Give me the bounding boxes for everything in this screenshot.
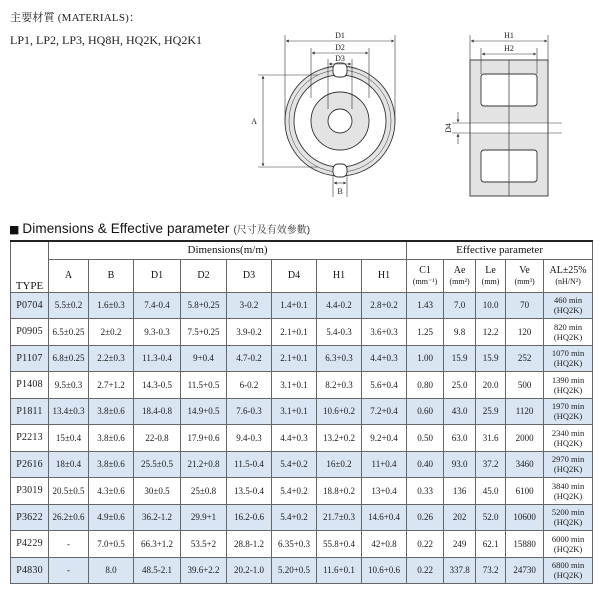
value-cell-le: 37.2 xyxy=(476,451,506,478)
column-header-c1 xyxy=(407,259,444,292)
value-cell-al xyxy=(544,345,593,372)
section-title-cn: (尺寸及有效參數) xyxy=(233,225,311,236)
value-cell-al xyxy=(544,504,593,531)
type-cell: P0704 xyxy=(11,292,49,319)
value-cell-h1-second: 14.6+0.4 xyxy=(362,504,407,531)
value-cell-ae: 202 xyxy=(444,504,476,531)
value-cell-d3: 4.7-0.2 xyxy=(227,345,272,372)
al-grade: (HQ2K) xyxy=(553,464,583,475)
value-cell-al xyxy=(544,557,593,584)
value-cell-b: 4.3±0.6 xyxy=(89,478,134,505)
value-cell-ae: 249 xyxy=(444,531,476,558)
value-cell-d1: 48.5-2.1 xyxy=(134,557,181,584)
value-cell-a: 20.5±0.5 xyxy=(49,478,89,505)
column-label: C1 xyxy=(419,264,431,276)
value-cell-ve: 252 xyxy=(506,345,544,372)
column-unit: (nH/N²) xyxy=(555,276,581,286)
al-value: 1070 min xyxy=(551,348,585,359)
type-cell: P2616 xyxy=(11,451,49,478)
table-row xyxy=(11,531,593,558)
column-unit: (mm⁻¹) xyxy=(412,276,438,286)
value-cell-le: 25.9 xyxy=(476,398,506,425)
value-cell-d4: 2.1+0.1 xyxy=(272,345,317,372)
value-cell-h1-second: 13+0.4 xyxy=(362,478,407,505)
column-header-ve xyxy=(506,259,544,292)
value-cell-d3: 20.2-1.0 xyxy=(227,557,272,584)
value-cell-d4: 5.4+0.2 xyxy=(272,478,317,505)
column-header-h1-second: H1 xyxy=(362,259,407,292)
al-grade: (HQ2K) xyxy=(553,358,583,369)
value-cell-al xyxy=(544,451,593,478)
value-cell-a: 6.8±0.25 xyxy=(49,345,89,372)
value-cell-b: 2.7+1.2 xyxy=(89,372,134,399)
dimensions-table xyxy=(10,240,593,584)
value-cell-h1: 18.8+0.2 xyxy=(317,478,362,505)
value-cell-c1: 0.33 xyxy=(407,478,444,505)
column-label: Ve xyxy=(519,264,530,276)
value-cell-h1: 4.4-0.2 xyxy=(317,292,362,319)
value-cell-ae: 43.0 xyxy=(444,398,476,425)
value-cell-h1-second: 10.6+0.6 xyxy=(362,557,407,584)
value-cell-c1: 0.50 xyxy=(407,425,444,452)
value-cell-h1: 6.3+0.3 xyxy=(317,345,362,372)
table-row xyxy=(11,398,593,425)
al-value: 6000 min xyxy=(551,533,585,544)
value-cell-ae: 25.0 xyxy=(444,372,476,399)
value-cell-d1: 36.2-1.2 xyxy=(134,504,181,531)
dimension-label-a: A xyxy=(251,117,257,126)
value-cell-d1: 11.3-0.4 xyxy=(134,345,181,372)
value-cell-b: 2±0.2 xyxy=(89,319,134,346)
value-cell-c1: 0.22 xyxy=(407,531,444,558)
column-header-type: TYPE xyxy=(11,241,49,292)
column-unit: (mm²) xyxy=(449,276,470,286)
column-unit: (mm) xyxy=(481,276,500,286)
value-cell-b: 7.0+0.5 xyxy=(89,531,134,558)
al-value: 2970 min xyxy=(551,454,585,465)
value-cell-le: 10.0 xyxy=(476,292,506,319)
value-cell-d2: 5.8+0.25 xyxy=(181,292,227,319)
pot-core-side-view xyxy=(470,60,548,196)
value-cell-h1-second: 9.2+0.4 xyxy=(362,425,407,452)
al-value: 820 min xyxy=(554,321,583,332)
al-value: 460 min xyxy=(554,295,583,306)
dimension-label-h2: H2 xyxy=(504,44,514,53)
value-cell-h1-second: 2.8+0.2 xyxy=(362,292,407,319)
value-cell-c1: 0.40 xyxy=(407,451,444,478)
materials-list: LP1, LP2, LP3, HQ8H, HQ2K, HQ2K1 xyxy=(10,33,203,47)
dimensions-group-header: Dimensions(m/m) xyxy=(49,241,407,259)
value-cell-d4: 5.4+0.2 xyxy=(272,504,317,531)
column-unit: (mm³) xyxy=(514,276,535,286)
value-cell-h1-second: 3.6+0.3 xyxy=(362,319,407,346)
table-row xyxy=(11,478,593,505)
value-cell-ae: 337.8 xyxy=(444,557,476,584)
value-cell-d1: 18.4-0.8 xyxy=(134,398,181,425)
value-cell-b: 3.8±0.6 xyxy=(89,398,134,425)
value-cell-h1: 13.2+0.2 xyxy=(317,425,362,452)
value-cell-c1: 0.26 xyxy=(407,504,444,531)
type-cell: P3019 xyxy=(11,478,49,505)
value-cell-d1: 14.3-0.5 xyxy=(134,372,181,399)
table-row xyxy=(11,557,593,584)
value-cell-d4: 3.1+0.1 xyxy=(272,372,317,399)
al-grade: (HQ2K) xyxy=(553,437,583,448)
table-row xyxy=(11,372,593,399)
type-cell: P4229 xyxy=(11,531,49,558)
value-cell-b: 3.8±0.6 xyxy=(89,425,134,452)
al-grade: (HQ2K) xyxy=(553,517,583,528)
column-label: Le xyxy=(485,264,496,276)
pot-core-drawing xyxy=(240,20,570,210)
value-cell-ae: 15.9 xyxy=(444,345,476,372)
value-cell-a: - xyxy=(49,557,89,584)
value-cell-d3: 13.5-0.4 xyxy=(227,478,272,505)
value-cell-d4: 3.1+0.1 xyxy=(272,398,317,425)
value-cell-h1-second: 11+0.4 xyxy=(362,451,407,478)
table-row xyxy=(11,504,593,531)
value-cell-h1: 55.8+0.4 xyxy=(317,531,362,558)
value-cell-al xyxy=(544,372,593,399)
value-cell-al xyxy=(544,425,593,452)
al-grade: (HQ2K) xyxy=(553,305,583,316)
value-cell-c1: 1.25 xyxy=(407,319,444,346)
column-header-d2: D2 xyxy=(181,259,227,292)
dimension-label-h1: H1 xyxy=(504,31,514,40)
value-cell-h1: 10.6+0.2 xyxy=(317,398,362,425)
value-cell-ae: 93.0 xyxy=(444,451,476,478)
value-cell-h1: 11.6+0.1 xyxy=(317,557,362,584)
al-grade: (HQ2K) xyxy=(553,570,583,581)
value-cell-d3: 9.4-0.3 xyxy=(227,425,272,452)
value-cell-ve: 120 xyxy=(506,319,544,346)
dimension-label-d3: D3 xyxy=(335,54,345,63)
table-row xyxy=(11,292,593,319)
value-cell-d4: 4.4+0.3 xyxy=(272,425,317,452)
value-cell-d1: 66.3+1.2 xyxy=(134,531,181,558)
value-cell-a: 5.5±0.2 xyxy=(49,292,89,319)
value-cell-h1-second: 42+0.8 xyxy=(362,531,407,558)
value-cell-d4: 2.1+0.1 xyxy=(272,319,317,346)
column-label: Ae xyxy=(453,264,466,276)
value-cell-a: 18±0.4 xyxy=(49,451,89,478)
value-cell-a: - xyxy=(49,531,89,558)
value-cell-a: 13.4±0.3 xyxy=(49,398,89,425)
al-value: 6800 min xyxy=(551,560,585,571)
value-cell-a: 9.5±0.3 xyxy=(49,372,89,399)
value-cell-d2: 17.9+0.6 xyxy=(181,425,227,452)
al-grade: (HQ2K) xyxy=(553,411,583,422)
value-cell-c1: 0.60 xyxy=(407,398,444,425)
value-cell-le: 73.2 xyxy=(476,557,506,584)
al-grade: (HQ2K) xyxy=(553,543,583,554)
value-cell-al xyxy=(544,292,593,319)
column-header-le xyxy=(476,259,506,292)
value-cell-d4: 1.4+0.1 xyxy=(272,292,317,319)
value-cell-al xyxy=(544,319,593,346)
value-cell-d3: 16.2-0.6 xyxy=(227,504,272,531)
value-cell-le: 31.6 xyxy=(476,425,506,452)
value-cell-d2: 25±0.8 xyxy=(181,478,227,505)
value-cell-d4: 5.4+0.2 xyxy=(272,451,317,478)
value-cell-d3: 3-0.2 xyxy=(227,292,272,319)
al-value: 5200 min xyxy=(551,507,585,518)
value-cell-a: 26.2±0.6 xyxy=(49,504,89,531)
value-cell-ve: 70 xyxy=(506,292,544,319)
value-cell-d1: 25.5±0.5 xyxy=(134,451,181,478)
table-column-header-row xyxy=(11,259,593,292)
column-header-b: B xyxy=(89,259,134,292)
value-cell-d3: 7.6-0.3 xyxy=(227,398,272,425)
value-cell-c1: 0.80 xyxy=(407,372,444,399)
table-body xyxy=(11,292,593,584)
type-cell: P1811 xyxy=(11,398,49,425)
value-cell-al xyxy=(544,531,593,558)
column-header-a: A xyxy=(49,259,89,292)
value-cell-h1: 16±0.2 xyxy=(317,451,362,478)
section-title-text: Dimensions & Effective parameter xyxy=(22,221,230,236)
table-row xyxy=(11,425,593,452)
al-value: 1390 min xyxy=(551,374,585,385)
materials-heading: 主要材質 (MATERIALS)： xyxy=(10,12,141,24)
type-cell: P2213 xyxy=(11,425,49,452)
value-cell-d1: 9.3-0.3 xyxy=(134,319,181,346)
al-value: 3840 min xyxy=(551,480,585,491)
value-cell-ae: 63.0 xyxy=(444,425,476,452)
dimension-label-b: B xyxy=(337,187,343,196)
value-cell-d2: 39.6+2.2 xyxy=(181,557,227,584)
value-cell-ve: 1120 xyxy=(506,398,544,425)
top-slot xyxy=(333,63,347,77)
value-cell-al xyxy=(544,398,593,425)
al-value: 2340 min xyxy=(551,427,585,438)
value-cell-ae: 9.8 xyxy=(444,319,476,346)
value-cell-d3: 28.8-1.2 xyxy=(227,531,272,558)
value-cell-a: 15±0.4 xyxy=(49,425,89,452)
value-cell-d4: 5.20+0.5 xyxy=(272,557,317,584)
value-cell-le: 62.1 xyxy=(476,531,506,558)
table-row xyxy=(11,345,593,372)
value-cell-d3: 11.5-0.4 xyxy=(227,451,272,478)
value-cell-b: 3.8±0.6 xyxy=(89,451,134,478)
value-cell-ve: 3460 xyxy=(506,451,544,478)
value-cell-ve: 6100 xyxy=(506,478,544,505)
value-cell-d2: 11.5+0.5 xyxy=(181,372,227,399)
value-cell-le: 52.0 xyxy=(476,504,506,531)
table-row xyxy=(11,451,593,478)
value-cell-d3: 6-0.2 xyxy=(227,372,272,399)
value-cell-ae: 7.0 xyxy=(444,292,476,319)
center-hole xyxy=(328,109,352,133)
value-cell-ve: 15880 xyxy=(506,531,544,558)
value-cell-d3: 3.9-0.2 xyxy=(227,319,272,346)
value-cell-b: 4.9±0.6 xyxy=(89,504,134,531)
al-grade: (HQ2K) xyxy=(553,490,583,501)
value-cell-d2: 14.9+0.5 xyxy=(181,398,227,425)
value-cell-ve: 10600 xyxy=(506,504,544,531)
pot-core-front-view xyxy=(285,63,395,177)
section-title xyxy=(9,220,310,238)
value-cell-le: 20.0 xyxy=(476,372,506,399)
value-cell-h1: 5.4-0.3 xyxy=(317,319,362,346)
value-cell-d1: 7.4-0.4 xyxy=(134,292,181,319)
type-cell: P1107 xyxy=(11,345,49,372)
value-cell-c1: 1.43 xyxy=(407,292,444,319)
value-cell-c1: 0.22 xyxy=(407,557,444,584)
column-header-al xyxy=(544,259,593,292)
dimension-label-d2: D2 xyxy=(335,43,345,52)
square-bullet-icon: ■ xyxy=(9,223,20,236)
al-grade: (HQ2K) xyxy=(553,331,583,342)
value-cell-d1: 22-0.8 xyxy=(134,425,181,452)
value-cell-d1: 30±0.5 xyxy=(134,478,181,505)
al-grade: (HQ2K) xyxy=(553,384,583,395)
value-cell-al xyxy=(544,478,593,505)
value-cell-d2: 9+0.4 xyxy=(181,345,227,372)
table-group-header-row xyxy=(11,241,593,259)
al-value: 1970 min xyxy=(551,401,585,412)
column-header-d1: D1 xyxy=(134,259,181,292)
value-cell-b: 1.6±0.3 xyxy=(89,292,134,319)
value-cell-h1-second: 4.4+0.3 xyxy=(362,345,407,372)
value-cell-d2: 21.2+0.8 xyxy=(181,451,227,478)
value-cell-ve: 2000 xyxy=(506,425,544,452)
value-cell-h1: 21.7±0.3 xyxy=(317,504,362,531)
effective-parameter-group-header: Effective parameter xyxy=(407,241,593,259)
column-header-h1: H1 xyxy=(317,259,362,292)
value-cell-h1: 8.2+0.3 xyxy=(317,372,362,399)
dimension-label-d4: D4 xyxy=(444,123,453,133)
column-header-d4: D4 xyxy=(272,259,317,292)
value-cell-le: 15.9 xyxy=(476,345,506,372)
dimension-label-d1: D1 xyxy=(335,31,345,40)
type-cell: P0905 xyxy=(11,319,49,346)
table-row xyxy=(11,319,593,346)
type-cell: P4830 xyxy=(11,557,49,584)
value-cell-d2: 53.5+2 xyxy=(181,531,227,558)
value-cell-b: 2.2±0.3 xyxy=(89,345,134,372)
value-cell-a: 6.5±0.25 xyxy=(49,319,89,346)
column-header-d3: D3 xyxy=(227,259,272,292)
column-label: AL±25% xyxy=(549,264,587,276)
value-cell-le: 45.0 xyxy=(476,478,506,505)
bottom-slot xyxy=(333,164,347,177)
value-cell-b: 8.0 xyxy=(89,557,134,584)
value-cell-h1-second: 5.6+0.4 xyxy=(362,372,407,399)
type-cell: P3622 xyxy=(11,504,49,531)
value-cell-c1: 1.00 xyxy=(407,345,444,372)
value-cell-d4: 6.35+0.3 xyxy=(272,531,317,558)
column-header-ae xyxy=(444,259,476,292)
value-cell-le: 12.2 xyxy=(476,319,506,346)
value-cell-d2: 29.9+1 xyxy=(181,504,227,531)
value-cell-ae: 136 xyxy=(444,478,476,505)
value-cell-d2: 7.5+0.25 xyxy=(181,319,227,346)
type-cell: P1408 xyxy=(11,372,49,399)
value-cell-ve: 24730 xyxy=(506,557,544,584)
value-cell-ve: 500 xyxy=(506,372,544,399)
value-cell-h1-second: 7.2+0.4 xyxy=(362,398,407,425)
